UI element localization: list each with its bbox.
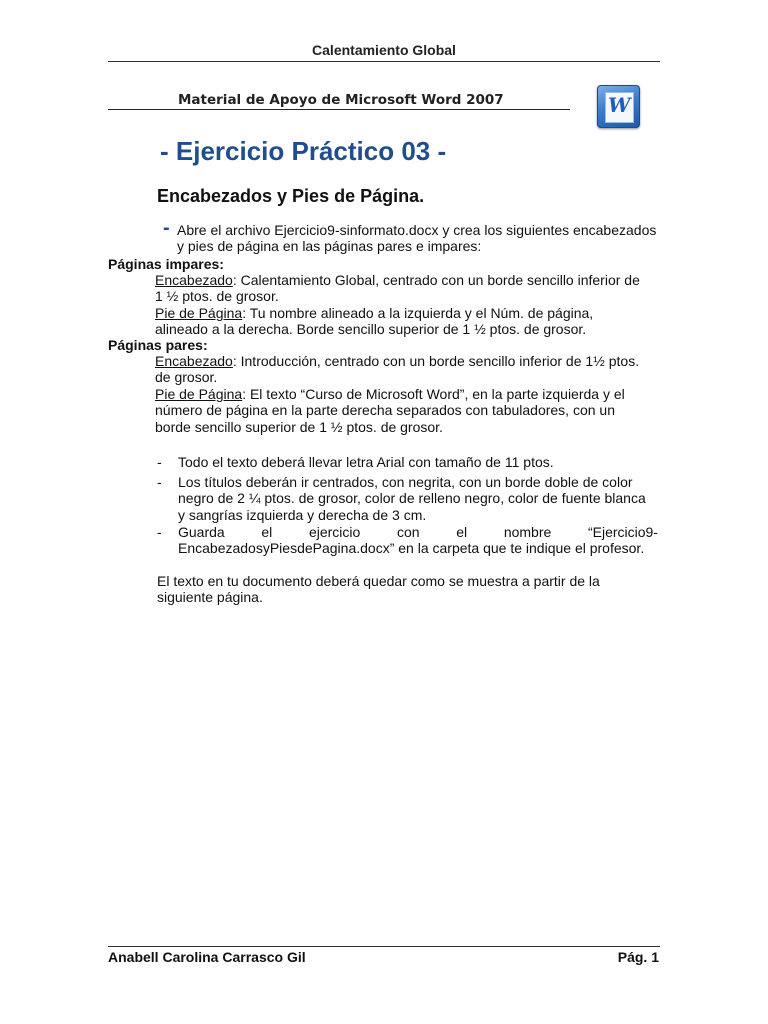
even-header-line-1 xyxy=(155,353,660,369)
bullet-1-line-1: Todo el texto deberá llevar letra Arial con tamaño de 11 ptos. xyxy=(178,454,554,470)
bullet-3-word: Guarda xyxy=(178,524,225,540)
bullet-3-word: el xyxy=(456,524,468,540)
even-header-label: Encabezado xyxy=(155,353,233,369)
odd-pages-block xyxy=(155,272,660,338)
bullet-2-line-1: Los títulos deberán ir centrados, con negrita, con un borde doble de color xyxy=(178,474,633,490)
odd-footer-label: Pie de Página xyxy=(155,304,243,321)
footer-page-number: Pág. 1 xyxy=(617,949,659,965)
intro-line-2: y pies de página en las páginas pares e impares: xyxy=(177,238,482,255)
exercise-title: - Ejercicio Práctico 03 - xyxy=(160,136,447,166)
bullet-marker: - xyxy=(157,474,162,490)
bullet-2-line-2: negro de 2 ¼ ptos. de grosor, color de relleno negro, color de fuente blanca xyxy=(178,490,646,507)
material-banner xyxy=(108,92,570,110)
list-item xyxy=(178,524,658,557)
word-icon-letter: W xyxy=(608,93,631,117)
odd-pages-heading: Páginas impares: xyxy=(108,256,224,272)
closing-line-1: El texto en tu documento deberá quedar como se muestra a partir de la xyxy=(157,573,600,589)
intro-dash: - xyxy=(163,217,170,239)
list-item xyxy=(178,474,658,523)
instruction-list xyxy=(0,454,768,564)
even-header-text-1: : Introducción, centrado con un borde sencillo inferior de 1½ ptos. xyxy=(232,353,640,369)
bullet-3-word: “Ejercicio9- xyxy=(587,524,658,540)
odd-header-label: Encabezado xyxy=(155,272,233,288)
bullet-3-word: el xyxy=(261,524,273,540)
bullet-3-word: nombre xyxy=(503,524,552,540)
odd-footer-line-2: alineado a la derecha. Borde sencillo superior de 1 ½ ptos. de grosor. xyxy=(155,321,587,338)
list-item xyxy=(178,454,658,470)
odd-footer-line-1 xyxy=(155,305,660,321)
bullet-marker: - xyxy=(157,454,162,470)
odd-header-line-1 xyxy=(155,272,660,288)
bullet-2-line-3: y sangrías izquierda y derecha de 3 cm. xyxy=(178,506,427,523)
header-rule xyxy=(108,61,660,62)
even-footer-line-2: número de página en la parte derecha separados con tabuladores, con un xyxy=(155,402,615,419)
bullet-3-line-1 xyxy=(178,524,658,540)
bullet-3-line-2: EncabezadosyPiesdePagina.docx” en la carpeta que te indique el profesor. xyxy=(178,540,645,557)
closing-paragraph xyxy=(157,573,662,606)
even-footer-label: Pie de Página xyxy=(155,385,243,402)
even-pages-heading: Páginas pares: xyxy=(108,337,208,353)
footer-author: Anabell Carolina Carrasco Gil xyxy=(108,949,306,965)
even-footer-line-1 xyxy=(155,386,660,402)
running-header: Calentamiento Global xyxy=(312,42,456,58)
odd-footer-text-1: : Tu nombre alineado a la izquierda y el Núm. de página, xyxy=(242,304,594,321)
even-pages-block xyxy=(155,353,660,435)
even-footer-text-1: : El texto “Curso de Microsoft Word”, en la parte izquierda y el xyxy=(242,385,625,402)
section-title: Encabezados y Pies de Página. xyxy=(157,186,425,206)
bullet-3-word: con xyxy=(396,524,420,540)
bullet-3-word: ejercicio xyxy=(308,524,361,540)
intro-line-1: Abre el archivo Ejercicio9-sinformato.docx y crea los siguientes encabezados xyxy=(177,222,657,238)
odd-header-text-1: : Calentamiento Global, centrado con un borde sencillo inferior de xyxy=(232,272,640,288)
odd-header-line-2: 1 ½ ptos. de grosor. xyxy=(155,288,279,305)
even-header-line-2: de grosor. xyxy=(155,369,218,386)
even-footer-line-3: borde sencillo superior de 1 ½ ptos. de grosor. xyxy=(155,418,443,435)
bullet-marker: - xyxy=(157,524,162,540)
intro-paragraph xyxy=(177,222,662,255)
word-icon xyxy=(597,85,640,128)
banner-text: Material de Apoyo de Microsoft Word 2007 xyxy=(178,92,504,108)
footer-rule xyxy=(108,946,660,947)
closing-line-2: siguiente página. xyxy=(157,589,263,606)
